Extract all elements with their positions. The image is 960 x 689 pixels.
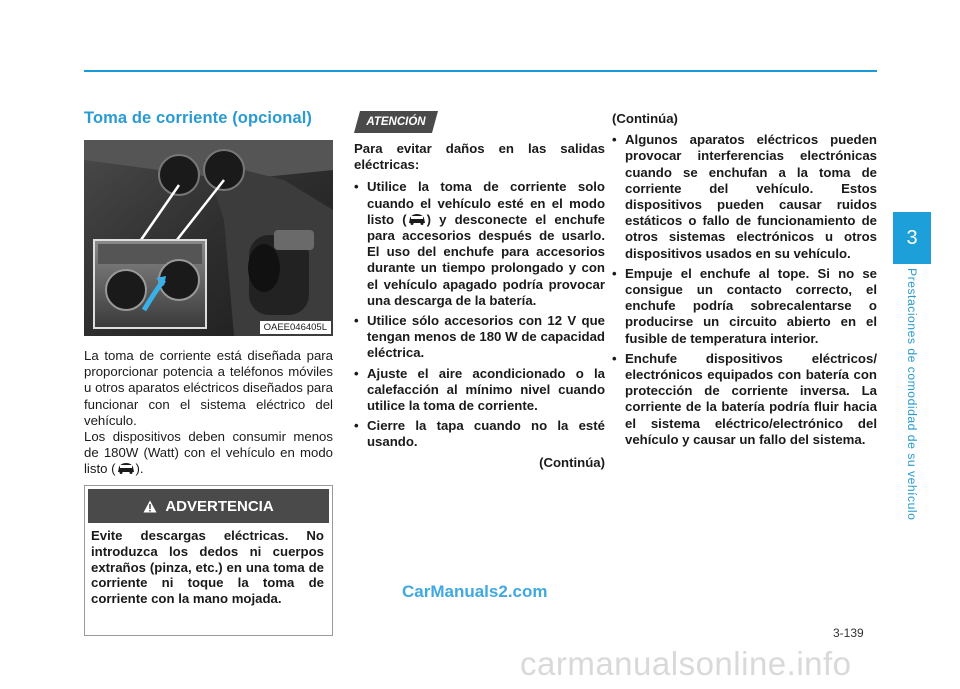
warning-triangle-icon — [143, 500, 157, 513]
list-item: • Ajuste el aire acondicionado o la calefacción al mínimo nivel cuando utilice la toma de corriente. — [354, 365, 605, 414]
caution-column — [354, 141, 605, 470]
continued-list — [612, 132, 877, 448]
list-item: • Utilice sólo accesorios con 12 V que tengan menos de 180 W de capacidad eléctrica. — [354, 313, 605, 361]
list-item: • Cierre la tapa cuando no la esté usando. — [354, 418, 605, 450]
site-watermark: carmanualsonline.info — [520, 645, 852, 682]
list-item: • Enchufe dispositivos eléctricos/ electrónicos equipados con batería con protección de corriente inversa. La corriente de la batería podría fluir hacia el sistema eléctrico/electrónico del vehículo y causar un fallo del sistema. — [612, 350, 877, 447]
power-outlet-photo — [84, 140, 333, 336]
list-item: • Algunos aparatos eléctricos pueden provocar interferencias electrónicas cuando se enchufan a la toma de corriente del vehículo. Estos dispositivos pueden causar ruidos estáticos o fallo de funcionamiento de otros sistemas electrónicos u otros dispositivos usados en su vehículo. — [612, 132, 877, 261]
caution-intro: Para evitar daños en las salidas eléctricas: — [354, 141, 605, 173]
warning-box — [84, 485, 333, 636]
intro-paragraph: La toma de corriente está diseñada para proporcionar potencia a teléfonos móviles u otros aparatos eléctricos diseñados para funcionar con el sistema eléctrico del vehículo. — [84, 348, 333, 428]
list-item: • Utilice la toma de corriente solo cuando el vehículo esté en el modo listo ( ) y desconecte el enchufe para accesorios después de usarlo. El uso del enchufe para accesorios durante un tiempo prolongado y con el vehículo apagado podría provocar una descarga de la batería. — [354, 179, 605, 308]
photo-code: OAEE046405L — [260, 321, 331, 334]
continued-column — [612, 111, 877, 452]
list-item: • Empuje el enchufe al tope. Si no se consigue un contacto correcto, el enchufe podría sobrecalentarse o producirse un circuito abierto en el fusible de temperatura interior. — [612, 265, 877, 346]
warning-text: Evite descargas eléctricas. No introduzca los dedos ni cuerpos extraños (pinza, etc.) en una toma de corriente ni toque la toma de corriente con la mano mojada. — [91, 528, 324, 607]
power-paragraph: Los dispositivos deben consumir menos de 180W (Watt) con el vehículo en modo listo ( ). — [84, 429, 333, 477]
caution-label: ATENCIÓN — [366, 116, 426, 128]
continues-label: (Continúa) — [539, 454, 605, 470]
car-ready-icon — [116, 462, 136, 474]
caution-badge — [354, 111, 438, 133]
page-number: 3-139 — [833, 626, 864, 640]
warning-header — [88, 489, 329, 523]
car-ready-icon — [407, 213, 427, 225]
section-title: Toma de corriente (opcional) — [84, 109, 313, 127]
warning-title: ADVERTENCIA — [165, 497, 274, 515]
chapter-tab: 3 — [893, 212, 931, 264]
carmanuals-watermark[interactable]: CarManuals2.com — [402, 582, 548, 601]
caution-list — [354, 179, 605, 450]
top-rule — [84, 70, 877, 72]
continued-header: (Continúa) — [612, 111, 678, 126]
